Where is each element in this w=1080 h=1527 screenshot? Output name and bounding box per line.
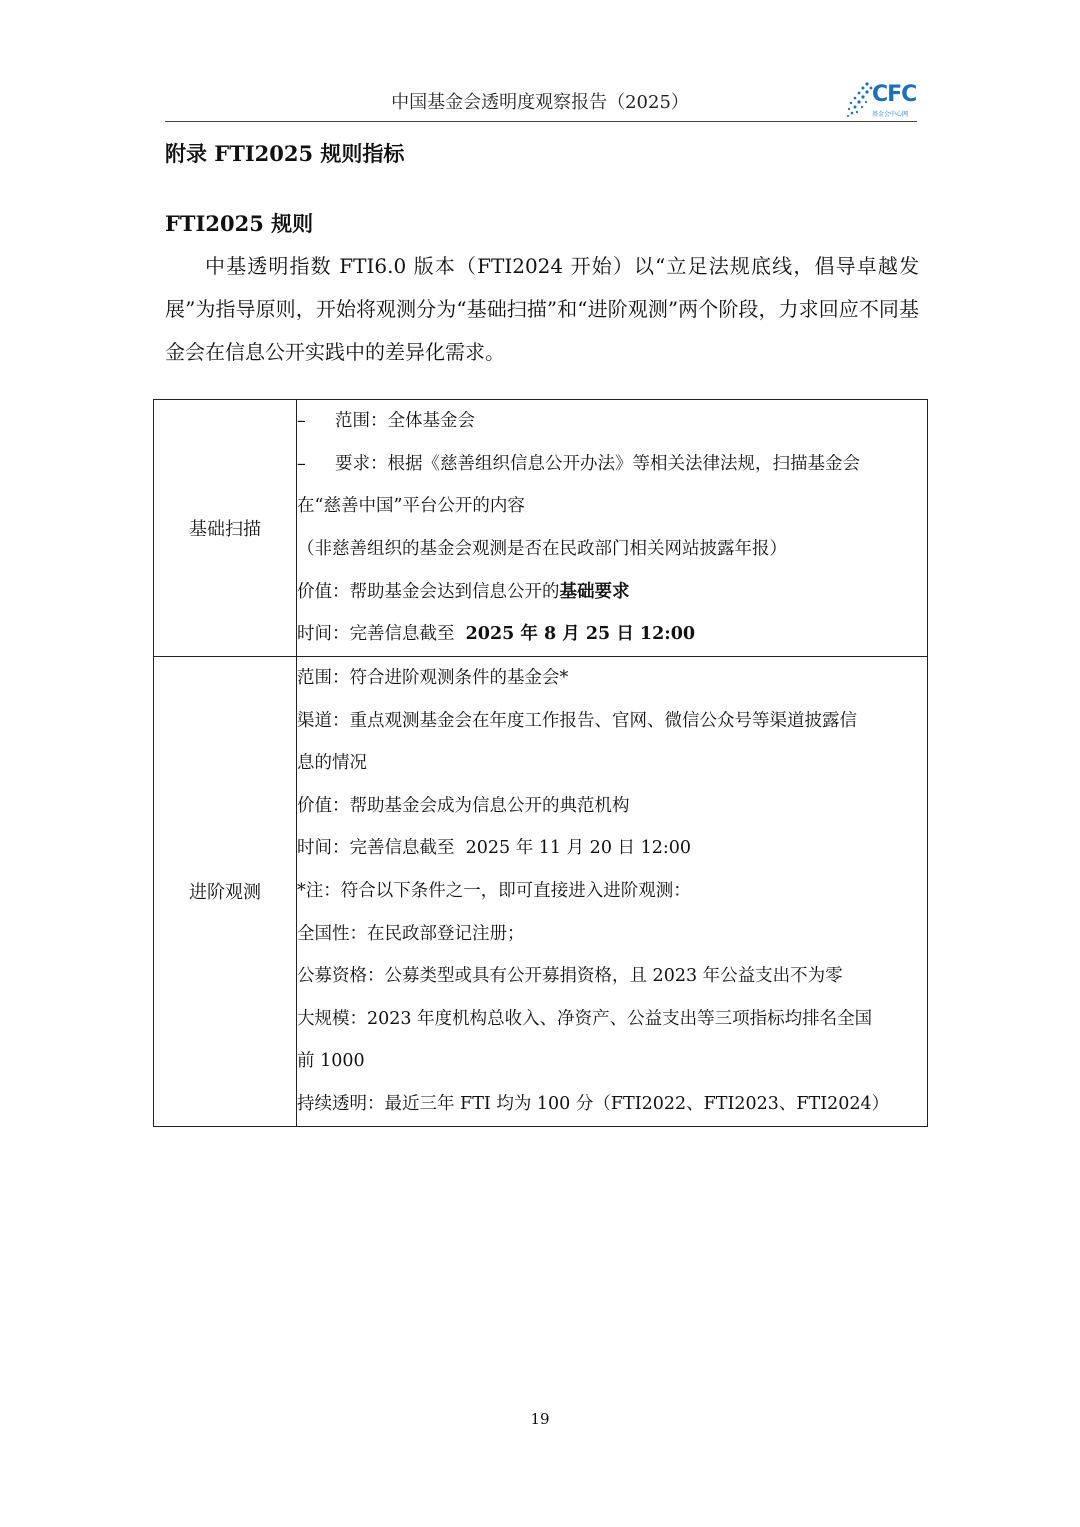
advanced-line: 大规模：2023 年度机构总收入、净资产、公益支出等三项指标均排名全国 bbox=[297, 1008, 873, 1029]
rules-table bbox=[153, 399, 928, 1127]
basic-value-emphasis: 基础要求 bbox=[559, 581, 630, 602]
advanced-line: 全国性：在民政部登记注册； bbox=[297, 923, 525, 944]
cfc-logo bbox=[845, 78, 921, 122]
table-row-basic bbox=[154, 400, 928, 657]
basic-time-line: 时间：完善信息截至 2025 年 8 月 25 日 12:00 bbox=[297, 624, 696, 645]
dash-bullet: – bbox=[297, 453, 306, 474]
logo-dots-icon bbox=[845, 78, 875, 122]
advanced-line: 息的情况 bbox=[297, 753, 367, 774]
header-title: 中国基金会透明度观察报告（2025） bbox=[391, 92, 689, 113]
logo-subtext: 基金会中心网 bbox=[872, 111, 909, 118]
logo-wordmark: CFC bbox=[872, 82, 917, 107]
basic-requirement-line: – 要求：根据《慈善组织信息公开办法》等相关法律法规，扫描基金会 bbox=[297, 443, 927, 486]
page-number: 19 bbox=[530, 1410, 550, 1428]
basic-requirement-continued: 在“慈善中国”平台公开的内容 bbox=[297, 496, 525, 517]
advanced-line: 时间：完善信息截至 2025 年 11 月 20 日 12:00 bbox=[297, 838, 692, 859]
basic-scan-content bbox=[297, 400, 928, 657]
basic-time-emphasis: 2025 年 8 月 25 日 12:00 bbox=[465, 624, 696, 645]
appendix-title: 附录 FTI2025 规则指标 bbox=[165, 141, 405, 166]
dash-bullet: – bbox=[297, 411, 306, 432]
advanced-observation-content bbox=[297, 657, 928, 1127]
advanced-line: 范围：符合进阶观测条件的基金会* bbox=[297, 668, 569, 688]
advanced-line: 持续透明：最近三年 FTI 均为 100 分（FTI2022、FTI2023、FTI2024） bbox=[297, 1093, 890, 1114]
advanced-line: 前 1000 bbox=[297, 1051, 365, 1072]
basic-note-line: （非慈善组织的基金会观测是否在民政部门相关网站披露年报） bbox=[297, 539, 787, 559]
advanced-observation-label: 进阶观测 bbox=[154, 657, 297, 1127]
basic-scan-label: 基础扫描 bbox=[154, 400, 297, 657]
basic-value-line: 价值：帮助基金会达到信息公开的基础要求 bbox=[297, 581, 630, 602]
basic-scope-line: – 范围：全体基金会 bbox=[297, 400, 927, 443]
intro-paragraph: 中基透明指数 FTI6.0 版本（FTI2024 开始）以“立足法规底线，倡导卓越发展”为指导原则，开始将观测分为“基础扫描”和“进阶观测”两个阶段，力求回应不同基金会在信息公开实践中的差异化需求。 bbox=[165, 254, 919, 364]
advanced-line: 渠道：重点观测基金会在年度工作报告、官网、微信公众号等渠道披露信 bbox=[297, 710, 857, 731]
section-title: FTI2025 规则 bbox=[165, 211, 314, 236]
advanced-line: *注：符合以下条件之一，即可直接进入进阶观测： bbox=[297, 880, 691, 901]
advanced-line: 价值：帮助基金会成为信息公开的典范机构 bbox=[297, 795, 630, 816]
table-row-advanced bbox=[154, 657, 928, 1127]
advanced-line: 公募资格：公募类型或具有公开募捐资格，且 2023 年公益支出不为零 bbox=[297, 966, 843, 987]
header-divider bbox=[165, 121, 917, 122]
